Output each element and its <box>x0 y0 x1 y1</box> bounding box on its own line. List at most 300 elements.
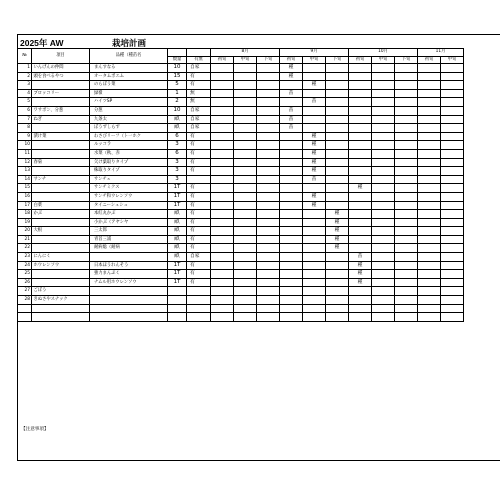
schedule-cell[interactable] <box>418 184 441 193</box>
schedule-cell[interactable] <box>211 132 234 141</box>
row-number[interactable]: 24 <box>18 261 32 270</box>
fertilizer-cell[interactable]: 有 <box>187 141 211 150</box>
row-number[interactable]: 18 <box>18 210 32 219</box>
schedule-cell[interactable] <box>395 81 418 90</box>
schedule-cell[interactable] <box>372 304 395 313</box>
schedule-cell[interactable] <box>234 72 257 81</box>
variety-cell[interactable]: 三太郎 <box>90 227 168 236</box>
schedule-cell[interactable] <box>326 201 349 210</box>
schedule-cell[interactable] <box>326 81 349 90</box>
schedule-cell[interactable] <box>211 64 234 73</box>
schedule-cell[interactable] <box>418 115 441 124</box>
schedule-cell[interactable]: 苗 <box>303 98 326 107</box>
variety-cell[interactable]: 小かぶ（アヤシヤ <box>90 218 168 227</box>
schedule-cell[interactable] <box>280 261 303 270</box>
schedule-cell[interactable]: 苗 <box>280 106 303 115</box>
fertilizer-cell[interactable] <box>187 175 211 184</box>
fertilizer-cell[interactable]: 無 <box>187 89 211 98</box>
schedule-cell[interactable] <box>303 278 326 287</box>
quantity-cell[interactable]: 1T <box>168 278 187 287</box>
schedule-cell[interactable] <box>372 184 395 193</box>
schedule-cell[interactable] <box>395 313 418 322</box>
schedule-cell[interactable] <box>303 304 326 313</box>
schedule-cell[interactable] <box>211 287 234 296</box>
fertilizer-cell[interactable]: 自家 <box>187 124 211 133</box>
schedule-cell[interactable] <box>211 81 234 90</box>
schedule-cell[interactable] <box>418 253 441 262</box>
row-number[interactable]: 1 <box>18 64 32 73</box>
schedule-cell[interactable] <box>349 227 372 236</box>
schedule-cell[interactable] <box>211 201 234 210</box>
schedule-cell[interactable] <box>211 261 234 270</box>
schedule-cell[interactable] <box>372 192 395 201</box>
schedule-cell[interactable] <box>441 98 464 107</box>
fertilizer-cell[interactable]: 自家 <box>187 106 211 115</box>
schedule-cell[interactable] <box>211 210 234 219</box>
schedule-cell[interactable] <box>372 72 395 81</box>
schedule-cell[interactable] <box>372 132 395 141</box>
category-cell[interactable] <box>32 192 90 201</box>
row-number[interactable]: 7 <box>18 115 32 124</box>
quantity-cell[interactable]: 2 <box>168 98 187 107</box>
schedule-cell[interactable] <box>372 106 395 115</box>
fertilizer-cell[interactable]: 有 <box>187 218 211 227</box>
schedule-cell[interactable] <box>372 124 395 133</box>
schedule-cell[interactable] <box>234 210 257 219</box>
row-number[interactable]: 26 <box>18 278 32 287</box>
quantity-cell[interactable]: 1T <box>168 270 187 279</box>
quantity-cell[interactable]: 1T <box>168 201 187 210</box>
schedule-cell[interactable] <box>349 201 372 210</box>
schedule-cell[interactable]: 種 <box>303 158 326 167</box>
quantity-cell[interactable]: 畝 <box>168 244 187 253</box>
schedule-cell[interactable] <box>418 227 441 236</box>
variety-cell[interactable] <box>90 304 168 313</box>
fertilizer-cell[interactable]: 有 <box>187 132 211 141</box>
category-cell[interactable] <box>32 278 90 287</box>
schedule-cell[interactable] <box>418 218 441 227</box>
schedule-cell[interactable] <box>418 158 441 167</box>
schedule-cell[interactable] <box>395 218 418 227</box>
fertilizer-cell[interactable] <box>187 304 211 313</box>
variety-cell[interactable] <box>90 313 168 322</box>
fertilizer-cell[interactable]: 有 <box>187 72 211 81</box>
schedule-cell[interactable] <box>280 227 303 236</box>
schedule-cell[interactable] <box>211 124 234 133</box>
schedule-cell[interactable] <box>372 227 395 236</box>
schedule-cell[interactable]: 種 <box>349 261 372 270</box>
schedule-cell[interactable]: 種 <box>303 192 326 201</box>
schedule-cell[interactable] <box>349 296 372 305</box>
schedule-cell[interactable] <box>441 167 464 176</box>
schedule-cell[interactable] <box>257 167 280 176</box>
schedule-cell[interactable] <box>418 106 441 115</box>
quantity-cell[interactable]: 6 <box>168 149 187 158</box>
quantity-cell[interactable]: 畝 <box>168 115 187 124</box>
schedule-cell[interactable] <box>303 244 326 253</box>
quantity-cell[interactable]: 3 <box>168 167 187 176</box>
variety-cell[interactable]: のらぼう菜 <box>90 81 168 90</box>
schedule-cell[interactable]: 種 <box>326 227 349 236</box>
schedule-cell[interactable] <box>372 278 395 287</box>
schedule-cell[interactable] <box>257 244 280 253</box>
schedule-cell[interactable] <box>234 192 257 201</box>
schedule-cell[interactable] <box>395 261 418 270</box>
schedule-cell[interactable] <box>441 287 464 296</box>
schedule-cell[interactable] <box>326 106 349 115</box>
schedule-cell[interactable] <box>303 72 326 81</box>
variety-cell[interactable]: サンチ和ウレンソウ <box>90 192 168 201</box>
quantity-cell[interactable]: 5 <box>168 81 187 90</box>
schedule-cell[interactable] <box>326 115 349 124</box>
fertilizer-cell[interactable]: 自家 <box>187 253 211 262</box>
schedule-cell[interactable]: 種 <box>349 270 372 279</box>
schedule-cell[interactable] <box>395 201 418 210</box>
schedule-cell[interactable] <box>349 81 372 90</box>
schedule-cell[interactable] <box>280 81 303 90</box>
schedule-cell[interactable] <box>234 184 257 193</box>
schedule-cell[interactable] <box>303 270 326 279</box>
schedule-cell[interactable]: 苗 <box>280 124 303 133</box>
variety-cell[interactable]: まんすなる <box>90 64 168 73</box>
row-number[interactable]: 5 <box>18 98 32 107</box>
schedule-cell[interactable] <box>441 72 464 81</box>
schedule-cell[interactable] <box>211 278 234 287</box>
schedule-cell[interactable]: 苗 <box>349 253 372 262</box>
row-number[interactable]: 12 <box>18 158 32 167</box>
schedule-cell[interactable] <box>326 184 349 193</box>
row-number[interactable]: 23 <box>18 253 32 262</box>
schedule-cell[interactable] <box>418 287 441 296</box>
schedule-cell[interactable] <box>303 218 326 227</box>
category-cell[interactable]: 頭を食べるやつ <box>32 72 90 81</box>
category-cell[interactable] <box>32 167 90 176</box>
schedule-cell[interactable] <box>349 89 372 98</box>
category-cell[interactable]: いんげんの仲間 <box>32 64 90 73</box>
schedule-cell[interactable] <box>395 287 418 296</box>
schedule-cell[interactable] <box>349 218 372 227</box>
schedule-cell[interactable] <box>211 167 234 176</box>
schedule-cell[interactable] <box>257 98 280 107</box>
schedule-cell[interactable] <box>372 218 395 227</box>
variety-cell[interactable]: ハイツSP <box>90 98 168 107</box>
schedule-cell[interactable] <box>303 261 326 270</box>
schedule-cell[interactable] <box>257 175 280 184</box>
schedule-cell[interactable] <box>211 270 234 279</box>
schedule-cell[interactable] <box>211 218 234 227</box>
schedule-cell[interactable] <box>234 124 257 133</box>
schedule-cell[interactable] <box>349 106 372 115</box>
schedule-cell[interactable] <box>418 261 441 270</box>
schedule-cell[interactable]: 種 <box>326 210 349 219</box>
schedule-cell[interactable] <box>349 235 372 244</box>
schedule-cell[interactable]: 種 <box>303 81 326 90</box>
variety-cell[interactable]: サンチミクス <box>90 184 168 193</box>
category-cell[interactable]: きぬさやスナック <box>32 296 90 305</box>
schedule-cell[interactable] <box>280 141 303 150</box>
category-cell[interactable] <box>32 81 90 90</box>
schedule-cell[interactable] <box>441 235 464 244</box>
fertilizer-cell[interactable]: 有 <box>187 278 211 287</box>
category-cell[interactable] <box>32 304 90 313</box>
schedule-cell[interactable] <box>211 253 234 262</box>
quantity-cell[interactable]: 15 <box>168 72 187 81</box>
fertilizer-cell[interactable]: 自家 <box>187 115 211 124</box>
variety-cell[interactable]: 分葱 <box>90 106 168 115</box>
schedule-cell[interactable] <box>349 158 372 167</box>
schedule-cell[interactable] <box>372 167 395 176</box>
schedule-cell[interactable] <box>372 175 395 184</box>
row-number[interactable]: 16 <box>18 192 32 201</box>
schedule-cell[interactable] <box>280 167 303 176</box>
schedule-cell[interactable] <box>395 64 418 73</box>
schedule-cell[interactable] <box>441 192 464 201</box>
variety-cell[interactable]: わさびリーフ（ト一ホク <box>90 132 168 141</box>
schedule-cell[interactable] <box>326 141 349 150</box>
schedule-cell[interactable] <box>441 124 464 133</box>
schedule-cell[interactable] <box>372 244 395 253</box>
fertilizer-cell[interactable]: 自家 <box>187 64 211 73</box>
quantity-cell[interactable]: 3 <box>168 141 187 150</box>
schedule-cell[interactable] <box>349 287 372 296</box>
schedule-cell[interactable]: 種 <box>280 72 303 81</box>
schedule-cell[interactable] <box>257 141 280 150</box>
row-number[interactable] <box>18 304 32 313</box>
row-number[interactable]: 2 <box>18 72 32 81</box>
variety-cell[interactable] <box>90 287 168 296</box>
schedule-cell[interactable] <box>395 244 418 253</box>
schedule-cell[interactable] <box>234 218 257 227</box>
schedule-cell[interactable] <box>211 304 234 313</box>
schedule-cell[interactable] <box>326 124 349 133</box>
schedule-cell[interactable] <box>395 106 418 115</box>
schedule-cell[interactable] <box>395 235 418 244</box>
schedule-cell[interactable] <box>418 72 441 81</box>
variety-cell[interactable]: ぼうずしらず <box>90 124 168 133</box>
schedule-cell[interactable] <box>303 235 326 244</box>
schedule-cell[interactable] <box>303 313 326 322</box>
schedule-cell[interactable] <box>234 287 257 296</box>
schedule-cell[interactable] <box>257 210 280 219</box>
schedule-cell[interactable] <box>418 175 441 184</box>
schedule-cell[interactable] <box>349 72 372 81</box>
schedule-cell[interactable] <box>234 158 257 167</box>
schedule-cell[interactable] <box>257 278 280 287</box>
schedule-cell[interactable] <box>395 253 418 262</box>
quantity-cell[interactable]: 10 <box>168 64 187 73</box>
schedule-cell[interactable] <box>234 132 257 141</box>
fertilizer-cell[interactable] <box>187 313 211 322</box>
schedule-cell[interactable] <box>372 296 395 305</box>
schedule-cell[interactable] <box>349 124 372 133</box>
variety-cell[interactable]: ルッコラ <box>90 141 168 150</box>
schedule-cell[interactable] <box>418 192 441 201</box>
category-cell[interactable]: ホウレンソウ <box>32 261 90 270</box>
schedule-cell[interactable] <box>280 253 303 262</box>
schedule-cell[interactable] <box>211 98 234 107</box>
schedule-cell[interactable] <box>372 98 395 107</box>
fertilizer-cell[interactable]: 有 <box>187 158 211 167</box>
schedule-cell[interactable] <box>372 149 395 158</box>
schedule-cell[interactable] <box>234 201 257 210</box>
schedule-cell[interactable] <box>395 296 418 305</box>
schedule-cell[interactable] <box>441 175 464 184</box>
schedule-cell[interactable] <box>211 141 234 150</box>
schedule-cell[interactable] <box>372 261 395 270</box>
schedule-cell[interactable]: 種 <box>303 132 326 141</box>
schedule-cell[interactable] <box>441 132 464 141</box>
schedule-cell[interactable] <box>395 72 418 81</box>
row-number[interactable]: 19 <box>18 218 32 227</box>
schedule-cell[interactable] <box>234 270 257 279</box>
schedule-cell[interactable] <box>441 149 464 158</box>
schedule-cell[interactable]: 種 <box>303 149 326 158</box>
variety-cell[interactable]: 本紅丸かぶ <box>90 210 168 219</box>
schedule-cell[interactable] <box>441 261 464 270</box>
schedule-cell[interactable] <box>441 296 464 305</box>
schedule-cell[interactable] <box>303 124 326 133</box>
schedule-cell[interactable] <box>257 124 280 133</box>
schedule-cell[interactable]: 種 <box>326 235 349 244</box>
schedule-cell[interactable] <box>257 115 280 124</box>
schedule-cell[interactable]: 苗 <box>280 89 303 98</box>
schedule-cell[interactable] <box>257 184 280 193</box>
schedule-cell[interactable] <box>303 296 326 305</box>
schedule-cell[interactable] <box>441 201 464 210</box>
schedule-cell[interactable] <box>280 175 303 184</box>
schedule-cell[interactable] <box>257 158 280 167</box>
schedule-cell[interactable] <box>326 64 349 73</box>
schedule-cell[interactable] <box>211 106 234 115</box>
schedule-cell[interactable] <box>441 278 464 287</box>
schedule-cell[interactable] <box>326 98 349 107</box>
schedule-cell[interactable] <box>395 132 418 141</box>
variety-cell[interactable]: 欠け葉取りタイプ <box>90 158 168 167</box>
schedule-cell[interactable] <box>211 115 234 124</box>
schedule-cell[interactable] <box>418 167 441 176</box>
schedule-cell[interactable]: 種 <box>303 167 326 176</box>
row-number[interactable]: 3 <box>18 81 32 90</box>
schedule-cell[interactable] <box>211 235 234 244</box>
schedule-cell[interactable] <box>211 89 234 98</box>
quantity-cell[interactable]: 畝 <box>168 227 187 236</box>
schedule-cell[interactable] <box>211 192 234 201</box>
schedule-cell[interactable]: 種 <box>326 244 349 253</box>
variety-cell[interactable]: 九条太 <box>90 115 168 124</box>
schedule-cell[interactable] <box>234 89 257 98</box>
schedule-cell[interactable] <box>257 253 280 262</box>
schedule-cell[interactable] <box>372 235 395 244</box>
category-cell[interactable]: ワサボン、分葱 <box>32 106 90 115</box>
schedule-cell[interactable] <box>280 218 303 227</box>
schedule-cell[interactable] <box>395 115 418 124</box>
schedule-cell[interactable] <box>234 235 257 244</box>
variety-cell[interactable]: 水菜（秋、赤 <box>90 149 168 158</box>
category-cell[interactable] <box>32 235 90 244</box>
schedule-cell[interactable] <box>418 313 441 322</box>
fertilizer-cell[interactable]: 有 <box>187 184 211 193</box>
row-number[interactable]: 20 <box>18 227 32 236</box>
category-cell[interactable] <box>32 124 90 133</box>
schedule-cell[interactable] <box>418 296 441 305</box>
schedule-cell[interactable] <box>280 192 303 201</box>
schedule-cell[interactable] <box>326 296 349 305</box>
schedule-cell[interactable] <box>326 270 349 279</box>
schedule-cell[interactable] <box>257 304 280 313</box>
schedule-cell[interactable] <box>418 235 441 244</box>
schedule-cell[interactable] <box>326 149 349 158</box>
category-cell[interactable] <box>32 270 90 279</box>
row-number[interactable]: 6 <box>18 106 32 115</box>
schedule-cell[interactable] <box>349 210 372 219</box>
schedule-cell[interactable] <box>441 115 464 124</box>
schedule-cell[interactable]: 種 <box>303 141 326 150</box>
variety-cell[interactable]: タイニーシュシュ <box>90 201 168 210</box>
fertilizer-cell[interactable]: 有 <box>187 192 211 201</box>
schedule-cell[interactable] <box>349 149 372 158</box>
schedule-cell[interactable] <box>234 313 257 322</box>
category-cell[interactable]: 春菊 <box>32 158 90 167</box>
schedule-cell[interactable] <box>349 304 372 313</box>
category-cell[interactable]: 白菜 <box>32 201 90 210</box>
schedule-cell[interactable] <box>372 270 395 279</box>
schedule-cell[interactable] <box>441 64 464 73</box>
schedule-cell[interactable] <box>257 270 280 279</box>
schedule-cell[interactable] <box>326 253 349 262</box>
fertilizer-cell[interactable] <box>187 296 211 305</box>
fertilizer-cell[interactable]: 有 <box>187 235 211 244</box>
schedule-cell[interactable] <box>234 81 257 90</box>
fertilizer-cell[interactable]: 有 <box>187 210 211 219</box>
schedule-cell[interactable] <box>234 141 257 150</box>
row-number[interactable]: 27 <box>18 287 32 296</box>
schedule-cell[interactable] <box>418 210 441 219</box>
fertilizer-cell[interactable]: 有 <box>187 201 211 210</box>
category-cell[interactable] <box>32 313 90 322</box>
schedule-cell[interactable] <box>280 149 303 158</box>
schedule-cell[interactable] <box>303 287 326 296</box>
quantity-cell[interactable]: 1T <box>168 184 187 193</box>
schedule-cell[interactable]: 種 <box>280 64 303 73</box>
schedule-cell[interactable] <box>211 244 234 253</box>
schedule-cell[interactable] <box>372 201 395 210</box>
schedule-cell[interactable]: 種 <box>303 201 326 210</box>
fertilizer-cell[interactable]: 有 <box>187 261 211 270</box>
schedule-cell[interactable] <box>395 89 418 98</box>
schedule-cell[interactable] <box>441 304 464 313</box>
schedule-cell[interactable] <box>418 141 441 150</box>
schedule-cell[interactable] <box>234 278 257 287</box>
fertilizer-cell[interactable]: 有 <box>187 270 211 279</box>
quantity-cell[interactable] <box>168 287 187 296</box>
schedule-cell[interactable] <box>349 64 372 73</box>
schedule-cell[interactable] <box>372 115 395 124</box>
quantity-cell[interactable]: 1T <box>168 192 187 201</box>
schedule-cell[interactable]: 種 <box>349 184 372 193</box>
quantity-cell[interactable] <box>168 313 187 322</box>
schedule-cell[interactable] <box>280 235 303 244</box>
schedule-cell[interactable] <box>257 261 280 270</box>
fertilizer-cell[interactable] <box>187 287 211 296</box>
quantity-cell[interactable]: 畝 <box>168 235 187 244</box>
category-cell[interactable] <box>32 244 90 253</box>
schedule-cell[interactable] <box>211 175 234 184</box>
row-number[interactable]: 25 <box>18 270 32 279</box>
schedule-cell[interactable] <box>257 201 280 210</box>
quantity-cell[interactable]: 6 <box>168 132 187 141</box>
quantity-cell[interactable]: 3 <box>168 158 187 167</box>
schedule-cell[interactable] <box>441 81 464 90</box>
